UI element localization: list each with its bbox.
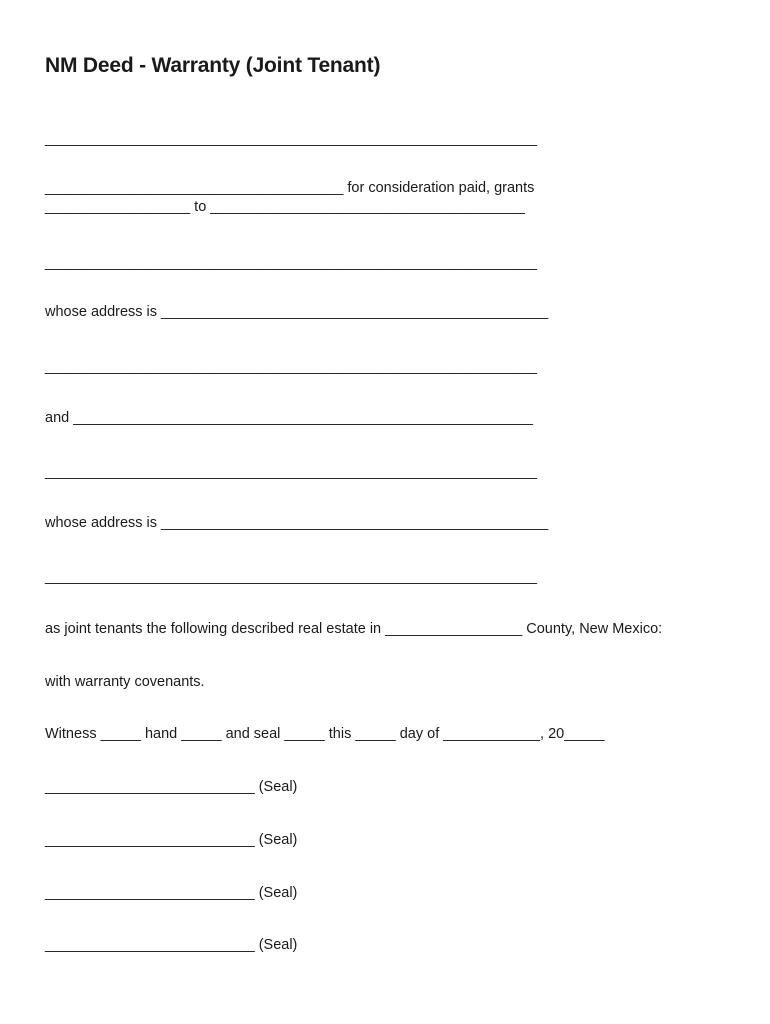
grantee-1-name-line: _____________________________________________________________	[45, 255, 537, 271]
signature-seal-line-4: __________________________ (Seal)	[45, 937, 298, 953]
signature-seal-line-3: __________________________ (Seal)	[45, 885, 298, 901]
signature-seal-line-1: __________________________ (Seal)	[45, 779, 298, 795]
grantor-consideration-line: _____________________________________ for consideration paid, grants	[45, 180, 535, 196]
real-estate-county-line: as joint tenants the following described real estate in _________________ County, New Mexico:	[45, 621, 663, 637]
page-title: NM Deed - Warranty (Joint Tenant)	[45, 54, 381, 77]
grantee-2-address-continued-line: _____________________________________________________________	[45, 569, 537, 585]
grant-to-line: __________________ to _______________________________________	[45, 199, 525, 215]
grantor-name-line: _____________________________________________________________	[45, 131, 537, 147]
grantee-2-blank-line: _____________________________________________________________	[45, 464, 537, 480]
grantee-1-address-line: whose address is ________________________________________________	[45, 304, 549, 320]
warranty-covenants-line: with warranty covenants.	[45, 674, 205, 690]
grantee-2-address-line: whose address is ________________________________________________	[45, 515, 549, 531]
witness-line: Witness _____ hand _____ and seal _____ this _____ day of ____________, 20_____	[45, 726, 605, 742]
grantee-2-name-line: and _________________________________________________________	[45, 410, 533, 426]
signature-seal-line-2: __________________________ (Seal)	[45, 832, 298, 848]
grantee-1-address-continued-line: _____________________________________________________________	[45, 359, 537, 375]
